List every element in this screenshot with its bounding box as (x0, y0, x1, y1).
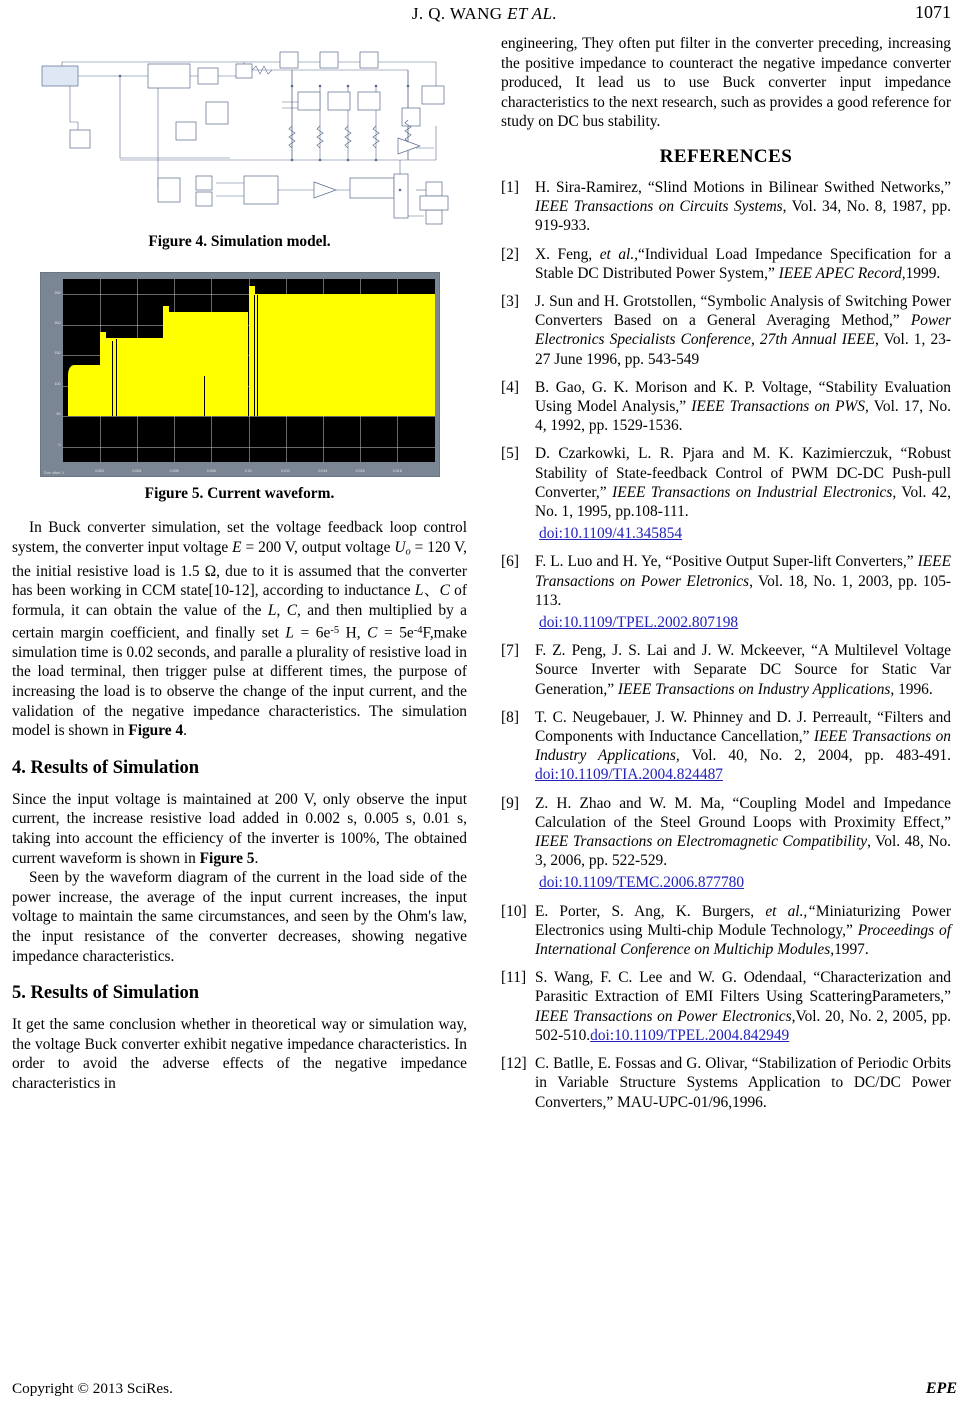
text-run: B. Gao, G. K. Morison and K. P. Voltage, “Stability Evaluation Using Model Analysis,” (535, 378, 951, 415)
doi-link[interactable]: doi:10.1109/TPEL.2002.807198 (539, 614, 739, 632)
simulink-schematic-svg (30, 40, 450, 225)
waveform-overshoot-2 (100, 332, 106, 416)
reference-number: [2] (501, 245, 519, 263)
page-footer (12, 1380, 957, 1398)
reference-text (535, 378, 951, 436)
text-run: , Vol. 18, No. 1, 2003, pp. 105-113. (535, 572, 952, 609)
reference-journal-title: et al.,“ (765, 902, 816, 920)
paragraph-conclusion-continued: engineering, They often put filter in the converter preceding, increasing the positive impedance to counteract the negative impedance converter produced, It lead us to use Buck converter input impedance characteristics to the next research, such as provides a good reference for study on DC bus stability. (501, 35, 951, 131)
text-run: F. L. Luo and H. Ye, “Positive Output Super-lift Converters,” (535, 553, 918, 571)
text-run: of formula, it can obtain the value of the (12, 582, 467, 619)
reference-journal-title: IEEE APEC Record (778, 264, 902, 282)
figure-4 (12, 40, 467, 251)
text-run: = 120 V, the initial resistive load is 1.5 Ω, due to it is assumed that the converter has been working in CCM state[10-12], according to inductance (12, 538, 467, 600)
text-run: Z. H. Zhao and W. M. Ma, “Coupling Model and Impedance Calculation of the Steel Ground Loops with Proximity Effect,” (535, 794, 951, 831)
reference-journal-title: IEEE Transactions on PWS (691, 398, 865, 415)
reference-journal-title: Power Electronics Specialists Conference, 27th Annual IEEE (535, 312, 951, 349)
reference-text (535, 245, 951, 283)
text-run: = 5e (377, 624, 414, 642)
text-run: In Buck converter simulation, set the voltage feedback loop control system, the converter input voltage (12, 519, 467, 556)
reference-text (535, 708, 951, 785)
doi-link[interactable]: doi:10.1109/TIA.2004.824487 (535, 766, 723, 784)
right-column (501, 34, 951, 1121)
reference-number: [5] (501, 445, 519, 463)
reference-text (535, 1054, 951, 1112)
waveform-step-3 (163, 312, 249, 416)
reference-number: [6] (501, 553, 519, 571)
reference-text (535, 968, 951, 1045)
symbol-C: C (439, 582, 450, 600)
text-run: Vol. 20, No. 2, 2005, pp. 502-510. (535, 1007, 951, 1044)
reference-text (535, 444, 951, 543)
reference-entry (501, 1054, 951, 1112)
text-run: 1997. (834, 941, 869, 959)
text-run: E. Porter, S. Ang, K. Burgers, (535, 902, 766, 920)
text-run: T. C. Neugebauer, J. W. Phinney and D. J. Perreault, “Filters and Components with Inductance Cancellation,” (535, 708, 951, 746)
reference-number: [7] (501, 642, 519, 660)
reference-entry (501, 794, 951, 893)
paragraph-results-intro (12, 790, 467, 868)
text-run: . (254, 849, 259, 867)
waveform-overshoot-3 (163, 306, 169, 416)
reference-text (535, 902, 951, 960)
doi-line (535, 873, 951, 892)
waveform-step-2 (100, 338, 163, 417)
page-number: 1071 (915, 2, 951, 22)
reference-journal-title: IEEE Transactions on Circuits Systems (535, 198, 783, 216)
reference-entry (501, 968, 951, 1045)
reference-number: [1] (501, 178, 519, 196)
reference-number: [8] (501, 708, 519, 726)
running-head-authors (12, 4, 957, 24)
text-run: H, (339, 624, 368, 642)
waveform-step-1 (68, 365, 100, 416)
reference-journal-title: IEEE Transactions on Power Eletronics (535, 553, 951, 590)
reference-text (535, 641, 951, 699)
text-run: = 200 V, output voltage (241, 538, 395, 556)
references-list (501, 178, 951, 1112)
text-run: , Vol. 1, 23-27 June 1996, pp. 543-549 (535, 331, 951, 368)
reference-text (535, 552, 951, 632)
reference-journal-title: IEEE Transactions on Industrial Electronics, (612, 483, 897, 501)
doi-line (535, 524, 951, 543)
reference-number: [3] (501, 292, 519, 310)
symbol-E: E (232, 538, 242, 556)
references-heading: REFERENCES (659, 145, 793, 167)
reference-number: [10] (501, 902, 527, 920)
exponent: -4 (413, 624, 423, 636)
reference-number: [9] (501, 794, 519, 812)
symbol-C: C (286, 601, 297, 619)
reference-text (535, 794, 951, 893)
text-run: Vol. 40, No. 2, 2004, pp. 483-491. (679, 747, 951, 765)
text-run: Miniaturizing Power Electronics using Multi-chip Module Technology,” (535, 902, 951, 939)
scope-time-offset-label: Time offset: 0 (43, 471, 64, 475)
text-run: , and then multiplied by a certain margin coefficient, and finally set (12, 601, 467, 642)
reference-entry (501, 902, 951, 960)
figure-reference-5: Figure 5 (199, 849, 255, 867)
two-column-layout (12, 34, 957, 1121)
section-heading-5: 5. Results of Simulation (12, 983, 200, 1004)
reference-entry (501, 444, 951, 543)
exponent: -5 (330, 624, 340, 636)
reference-entry (501, 178, 951, 236)
journal-abbreviation: EPE (925, 1380, 957, 1397)
text-run: X. Feng, (535, 245, 600, 263)
waveform-step-4 (249, 294, 435, 417)
running-head-etal: ET AL. (507, 4, 558, 23)
text-run: F,make simulation time is 0.02 seconds, and paralle a plurality of resistive load in the load terminal, then trigger pulse at different times, the purpose of increasing the load is to observe the change of the input current, and the validation of the negative impedance characteristics. The simulation model is shown in (12, 624, 468, 740)
text-run: ,1999. (901, 264, 941, 282)
text-run: Since the input voltage is maintained at 200 V, only observe the input current, the increase resistive load added in 0.002 s, 0.005 s, 0.01 s, taking into account the efficiency of the inverter is 100%, The obtained current waveform is shown in (12, 790, 467, 867)
reference-entry (501, 292, 951, 369)
reference-journal-title: IEEE Transactions on Industry Applications (617, 680, 891, 698)
text-run: . (183, 722, 188, 740)
text-run: H. Sira-Ramirez, “Slind Motions in Bilinear Swithed Networks,” (535, 178, 951, 196)
reference-journal-title: IEEE Transactions on Electromagnetic Compatibility (535, 833, 868, 851)
section-heading-4: 4. Results of Simulation (12, 757, 200, 778)
symbol-Uo: $U_o$ (394, 538, 411, 558)
text-run: 、 (423, 582, 440, 600)
scope-plot-area: 250 200 150 100 50 0 0.002 0.004 0.006 0.008 0.01 0.012 0.014 0.016 0.018 (63, 279, 435, 462)
copyright-notice: Copyright © 2013 SciRes. (12, 1380, 173, 1397)
text-run: , (276, 601, 287, 619)
reference-number: [4] (501, 378, 519, 396)
symbol-L: L (414, 582, 424, 600)
figure-5-caption: Figure 5. Current waveform. (144, 485, 335, 502)
doi-line (535, 613, 951, 632)
doi-link[interactable]: doi:10.1109/41.345854 (539, 525, 683, 543)
simulink-model-diagram (30, 40, 450, 225)
text-run: , Vol. 34, No. 8, 1987, pp. 919-933. (535, 198, 951, 235)
text-run: , Vol. 17, No. 4, 1992, pp. 1529-1536. (535, 398, 951, 435)
symbol-L: L (285, 624, 294, 642)
doi-link[interactable]: doi:10.1109/TPEL.2004.842949 (590, 1026, 790, 1044)
text-run: S. Wang, F. C. Lee and W. G. Odendaal, “Characterization and Parasitic Extraction of EMI Filters Using ScatteringParameters,” (535, 969, 951, 1006)
running-head (12, 0, 957, 34)
reference-entry (501, 378, 951, 436)
reference-text (535, 292, 951, 369)
text-run: D. Czarkowki, L. R. Pjara and M. K. Kazimierczuk, “Robust Stability of State-feedback Control of PWM DC-DC Push-pull Converter,” (535, 445, 951, 501)
reference-journal-title: IEEE Transactions on Industry Applications, (535, 728, 951, 765)
paragraph-conclusion: It get the same conclusion whether in theoretical way or simulation way, the voltage Buck converter exhibit negative impedance characteristics. In order to avoid the adverse effects of the negative impedance characteristics in (12, 1016, 467, 1092)
symbol-L: L (267, 601, 277, 619)
figure-5 (12, 272, 467, 503)
reference-journal-title: Proceedings of International Conference on Multichip Modules, (535, 921, 951, 959)
reference-entry (501, 641, 951, 699)
text-run: J. Sun and H. Grotstollen, “Symbolic Analysis of Switching Power Converters Based on a General Averaging Method,” (535, 292, 951, 330)
scope-window (40, 272, 440, 477)
figure-reference-4: Figure 4 (128, 722, 184, 740)
figure-4-caption: Figure 4. Simulation model. (148, 233, 331, 250)
reference-number: [12] (501, 1055, 527, 1073)
reference-entry (501, 708, 951, 785)
reference-entry (501, 245, 951, 283)
symbol-C: C (367, 624, 378, 642)
text-run: Vol. 42, No. 1, 1995, pp.108-111. (535, 483, 952, 521)
reference-journal-title: et al., (599, 245, 639, 263)
running-head-author-names: J. Q. WANG (411, 4, 503, 23)
text-run: C. Batlle, E. Fossas and G. Olivar, “Stabilization of Periodic Orbits in Variable Structure Systems Application to DC/DC Power Converters,” MAU-UPC-01/96,1996. (535, 1055, 951, 1111)
text-run: , Vol. 48, No. 3, 2006, pp. 522-529. (535, 833, 951, 870)
reference-text (535, 178, 951, 236)
paragraph-results-discussion: Seen by the waveform diagram of the current in the load side of the power increase, the average of the input current increases, the input voltage to maintain the same circumstances, and seen by the Ohm's law, the input resistance of the converter decreases, showing negative impedance characteristics. (12, 869, 467, 965)
text-run: “Individual Load Impedance Specification for a Stable DC Distributed Power System,” (535, 245, 951, 282)
left-column (12, 34, 467, 1094)
text-run: , 1996. (890, 680, 933, 698)
doi-link[interactable]: doi:10.1109/TEMC.2006.877780 (539, 874, 745, 892)
reference-entry (501, 552, 951, 632)
text-run: F. Z. Peng, J. S. Lai and J. W. Mckeever, “A Multilevel Voltage Source Inverter with Separate DC Source for Static Var Generation,” (535, 642, 951, 698)
paragraph-simulation-setup (12, 518, 467, 741)
reference-journal-title: IEEE Transactions on Power Electronics, (535, 1007, 796, 1025)
text-run: = 6e (293, 624, 331, 642)
reference-number: [11] (501, 969, 527, 987)
